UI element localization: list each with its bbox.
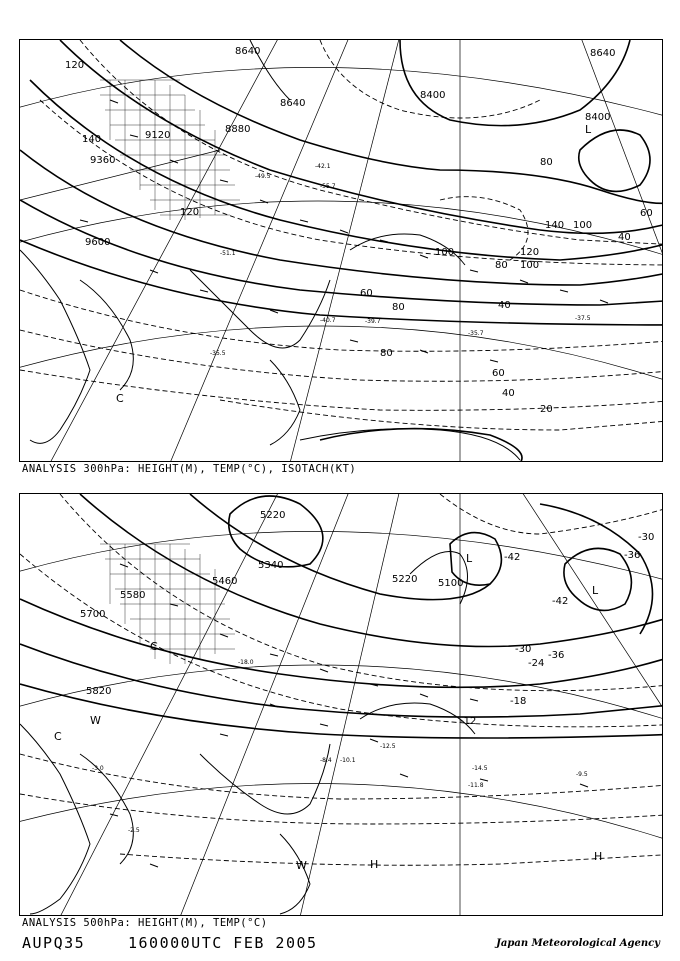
height-label: 5700: [80, 609, 106, 620]
high-center-label: H: [370, 858, 379, 871]
station-value: -42.1: [315, 163, 331, 170]
height-label: 9360: [90, 155, 116, 166]
temperature-label: -42: [504, 552, 521, 563]
height-label: 5340: [258, 560, 284, 571]
station-value: -10.1: [340, 757, 356, 764]
station-value: -8.4: [320, 757, 332, 764]
isotach-label: 80: [495, 260, 508, 271]
map-500hpa-canvas: [20, 494, 663, 916]
low-center-label: L: [466, 552, 473, 565]
valid-time: 160000UTC FEB 2005: [128, 934, 318, 952]
agency-credit: Japan Meteorological Agency: [496, 938, 660, 949]
terrain-hatch: [100, 544, 238, 664]
height-label: 8400: [420, 90, 446, 101]
temperature-label: -30: [515, 644, 532, 655]
station-value: -18.0: [238, 659, 254, 666]
warm-center-label: W: [296, 859, 307, 872]
low-center-label: L: [585, 123, 592, 136]
isotach-label: 40: [498, 300, 511, 311]
station-value: -2.5: [128, 827, 140, 834]
station-value: -11.8: [468, 782, 484, 789]
isotach-label: 40: [502, 388, 515, 399]
height-label: 5100: [438, 578, 464, 589]
height-label: 8640: [590, 48, 616, 59]
height-label: 9120: [145, 130, 171, 141]
isotach-label: 120: [65, 60, 85, 71]
station-value: -9.5: [576, 771, 588, 778]
isotach-label: 40: [618, 232, 631, 243]
station-value: -55.7: [320, 183, 336, 190]
map-300hpa-canvas: [20, 40, 663, 462]
warm-center-label: W: [90, 714, 101, 727]
height-label: 5220: [392, 574, 418, 585]
height-label: 5460: [212, 576, 238, 587]
isotach-label: 140: [545, 220, 565, 231]
height-label: 8640: [235, 46, 261, 57]
caption-500hpa: ANALYSIS 500hPa: HEIGHT(M), TEMP(°C): [22, 917, 268, 929]
station-value: -49.5: [255, 173, 271, 180]
isotach-label: 100: [520, 260, 540, 271]
temperature-label: -30: [638, 532, 655, 543]
temperature-label: -18: [510, 696, 527, 707]
station-value: -35.5: [210, 350, 226, 357]
temperature-label: -12: [460, 716, 477, 727]
isotach-label: 120: [180, 207, 200, 218]
isotach-label: 60: [492, 368, 505, 379]
station-value: -35.7: [468, 330, 484, 337]
map-300hpa-panel: [19, 39, 663, 462]
temperature-label: -36: [548, 650, 565, 661]
isotach-label: 60: [640, 208, 653, 219]
isotach-label: 80: [380, 348, 393, 359]
map-500hpa-panel: [19, 493, 663, 916]
isotach-label: 80: [540, 157, 553, 168]
cold-center-label: C: [116, 392, 124, 405]
station-value: -37.5: [575, 315, 591, 322]
isotach-label: 60: [360, 288, 373, 299]
coastlines: [20, 552, 475, 915]
caption-300hpa: ANALYSIS 300hPa: HEIGHT(M), TEMP(°C), ISOTACH(KT): [22, 463, 357, 475]
height-label: 5220: [260, 510, 286, 521]
height-label: 8400: [585, 112, 611, 123]
low-center-label: L: [592, 584, 599, 597]
graticule: [20, 494, 663, 916]
isotach-label: 140: [82, 134, 102, 145]
cold-center-label: C: [150, 640, 158, 653]
station-value: -39.7: [365, 318, 381, 325]
isotach-label: 80: [392, 302, 405, 313]
temperature-label: -24: [528, 658, 545, 669]
station-value: -3.0: [92, 765, 104, 772]
height-label: 8880: [225, 124, 251, 135]
product-id: AUPQ35: [22, 934, 86, 952]
isotach-label: 100: [435, 247, 455, 258]
isotach-contours: [20, 40, 663, 430]
station-value: -14.5: [472, 765, 488, 772]
height-label: 8640: [280, 98, 306, 109]
station-value: -40.7: [320, 317, 336, 324]
temperature-label: -36: [624, 550, 641, 561]
station-value: -12.5: [380, 743, 396, 750]
cold-center-label: C: [54, 730, 62, 743]
isotach-label: 120: [520, 247, 540, 258]
height-label: 9600: [85, 237, 111, 248]
height-label: 5580: [120, 590, 146, 601]
height-label: 5820: [86, 686, 112, 697]
isotach-label: 20: [540, 404, 553, 415]
temperature-label: -42: [552, 596, 569, 607]
station-value: -51.1: [220, 250, 236, 257]
isotach-label: 100: [573, 220, 593, 231]
high-center-label: H: [594, 850, 603, 863]
